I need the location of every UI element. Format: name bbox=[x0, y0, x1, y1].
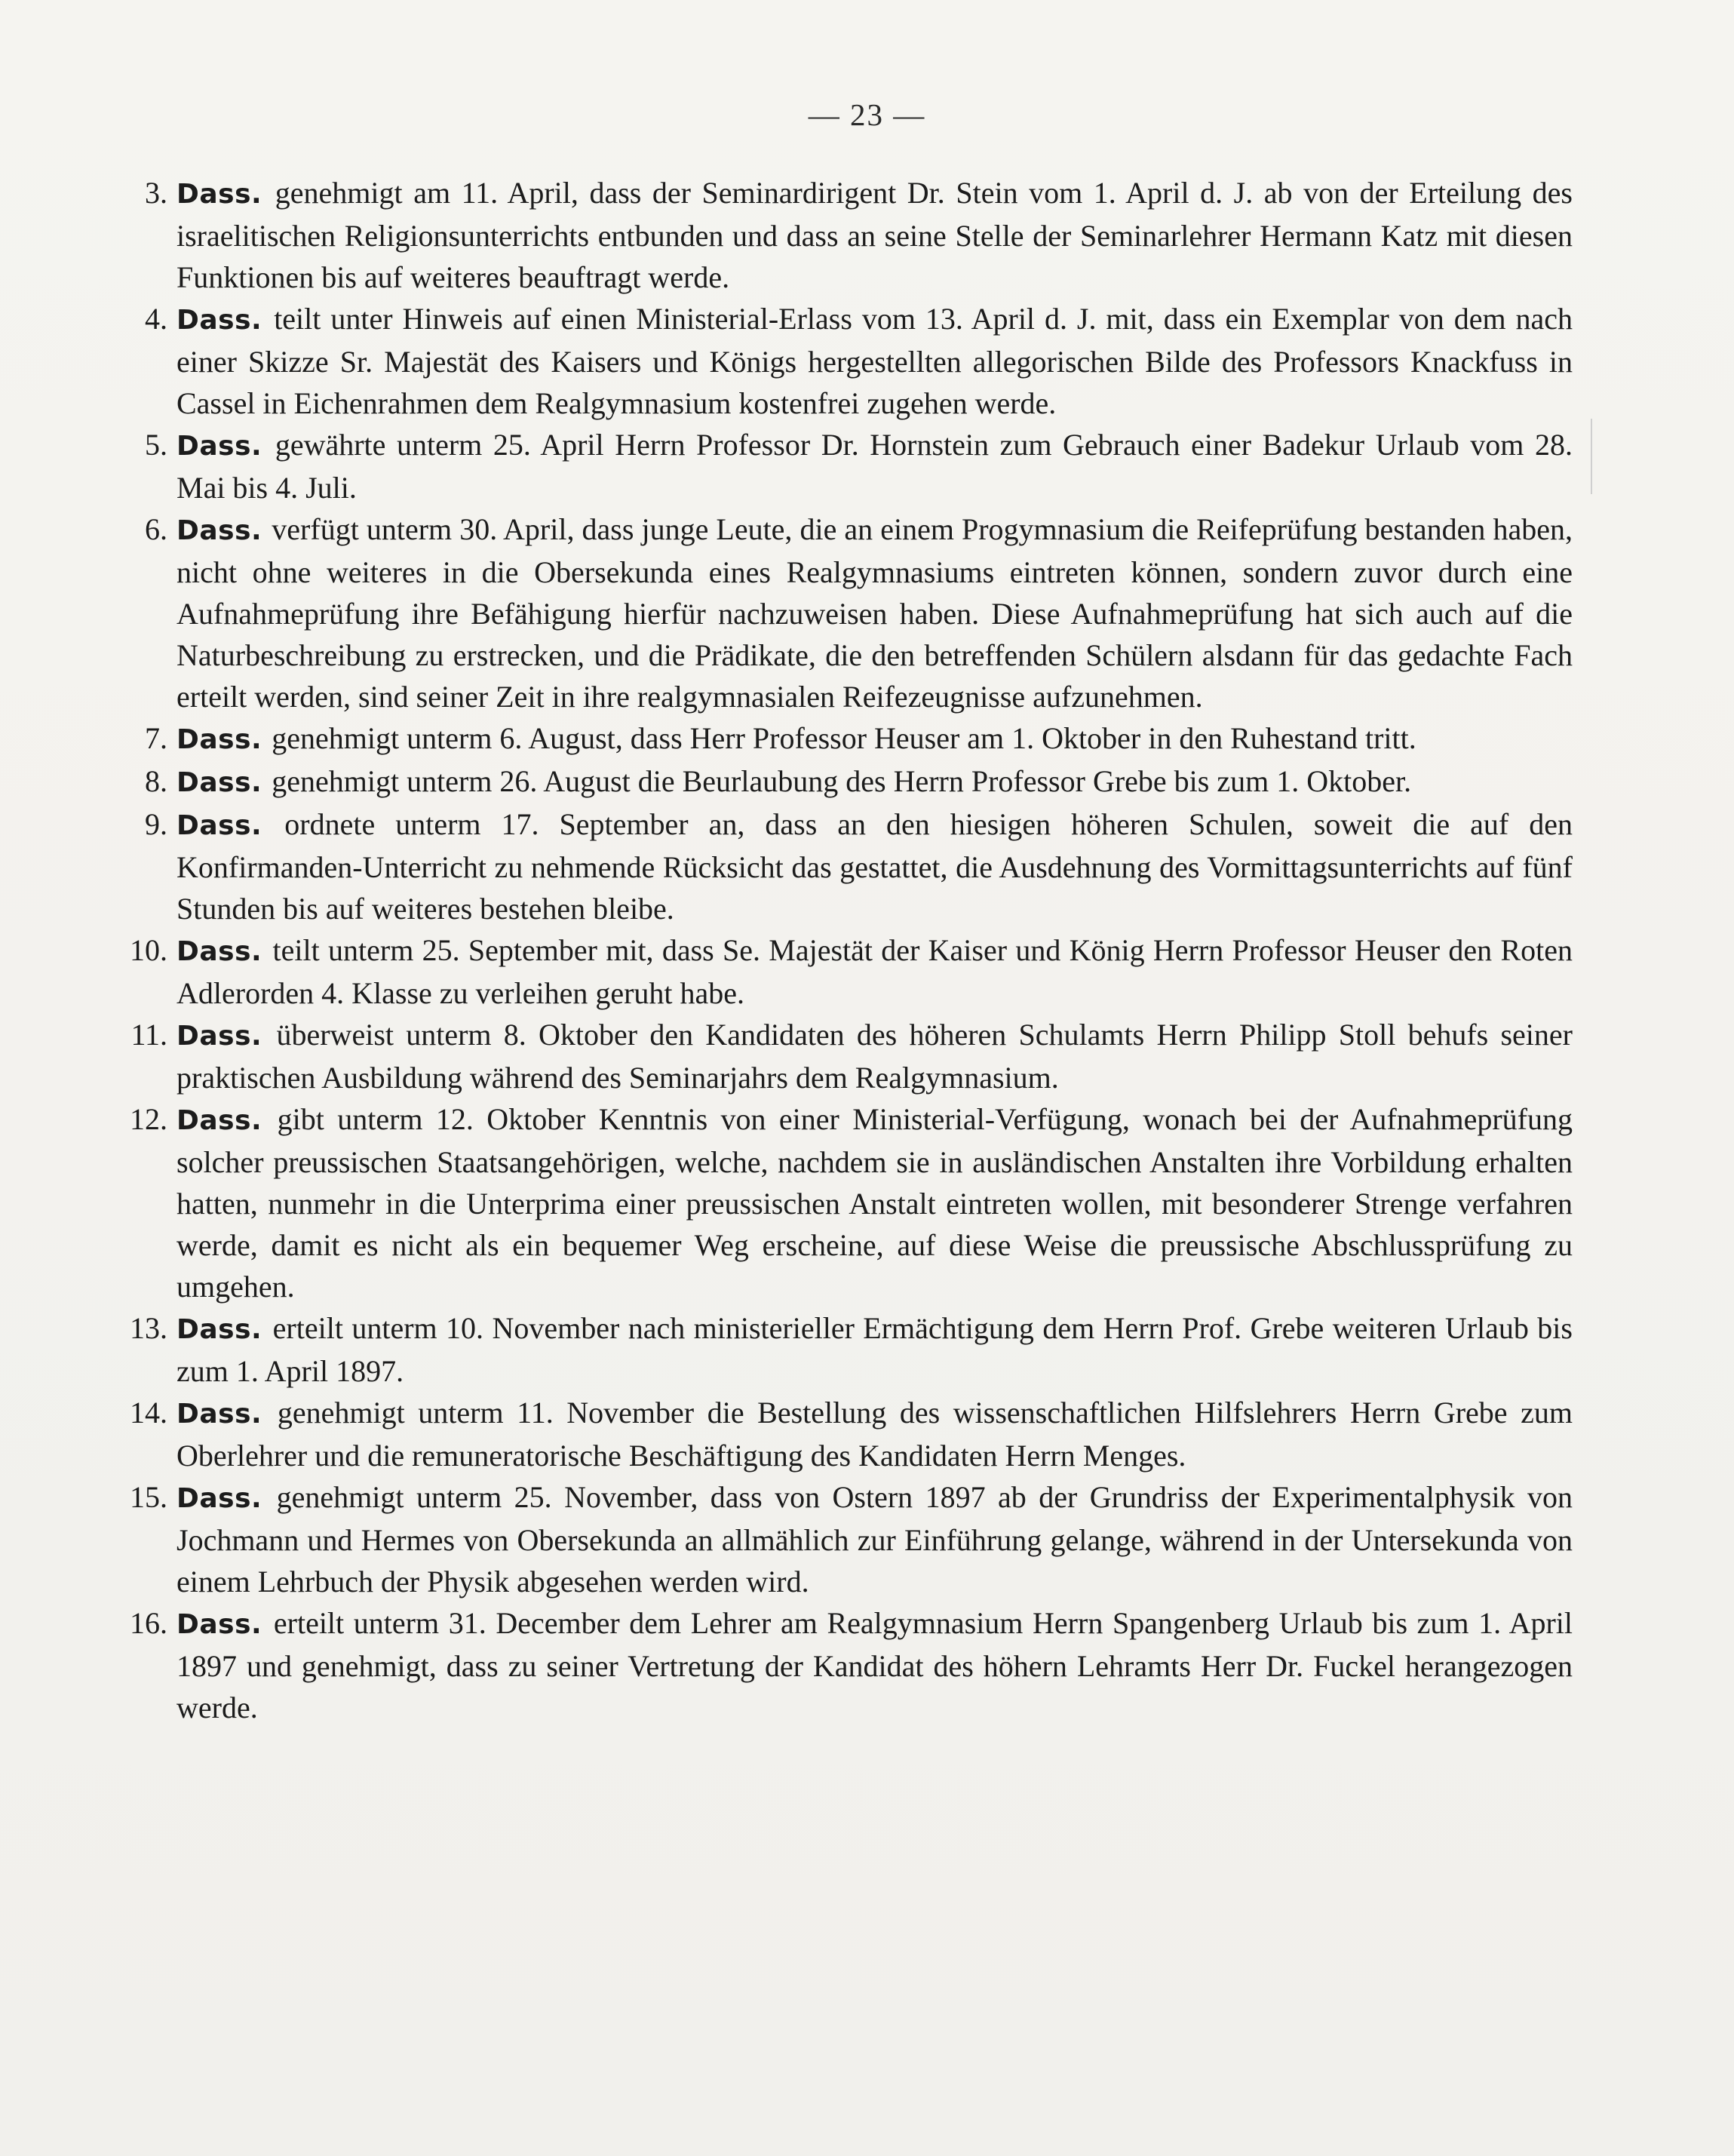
entry-number: 6. bbox=[145, 512, 167, 546]
entry-12 bbox=[113, 1098, 1573, 1307]
entry-3 bbox=[113, 172, 1573, 298]
entry-number: 9. bbox=[145, 807, 167, 841]
entry-lead: Dass. bbox=[176, 810, 285, 841]
entry-text: genehmigt unterm 6. August, dass Herr Professor Heuser am 1. Oktober in den Ruhestand tritt. bbox=[272, 721, 1416, 755]
entry-lead: Dass. bbox=[176, 179, 275, 210]
entry-8 bbox=[113, 760, 1573, 803]
entry-lead: Dass. bbox=[176, 1021, 277, 1052]
entry-number: 8. bbox=[145, 764, 167, 798]
entry-lead: Dass. bbox=[176, 724, 272, 755]
entry-number: 11. bbox=[130, 1018, 167, 1052]
entry-lead: Dass. bbox=[176, 1105, 278, 1136]
entry-text: teilt unter Hinweis auf einen Ministerial-Erlass vom 13. April d. J. mit, dass ein Exemplar von dem nach einer Skizze Sr. Majestät des Kaisers und Königs hergestellten allegorischen Bilde des Professors Knackfuss in Cassel in Eichenrahmen dem Realgymnasium kostenfrei zugehen werde. bbox=[176, 302, 1573, 420]
entry-text: teilt unterm 25. September mit, dass Se. Majestät der Kaiser und König Herrn Professor Heuser den Roten Adlerorden 4. Klasse zu verleihen geruht habe. bbox=[176, 933, 1573, 1010]
entry-4 bbox=[113, 298, 1573, 424]
entry-lead: Dass. bbox=[176, 1399, 278, 1430]
entry-10 bbox=[113, 929, 1573, 1014]
entry-number: 16. bbox=[130, 1606, 167, 1640]
entry-number: 7. bbox=[145, 721, 167, 755]
entry-text: gibt unterm 12. Oktober Kenntnis von einer Ministerial-Verfügung, wonach bei der Aufnahmeprüfung solcher preussischen Staatsangehörigen, welche, nachdem sie in ausländischen Anstalten ihre Vorbildung erhalten hatten, nunmehr in die Unterprima einer preussischen Anstalt eintreten wollen, mit besonderer Strenge verfahren werde, damit es nicht als ein bequemer Weg erscheine, auf diese Weise die preussische Abschlussprüfung zu umgehen. bbox=[176, 1102, 1573, 1304]
entry-number: 14. bbox=[130, 1396, 167, 1430]
entry-16 bbox=[113, 1602, 1573, 1728]
entry-text: genehmigt unterm 11. November die Bestellung des wissenschaftlichen Hilfslehrers Herrn Grebe zum Oberlehrer und die remuneratorische Beschäftigung des Kandidaten Herrn Menges. bbox=[176, 1396, 1573, 1473]
entry-11 bbox=[113, 1014, 1573, 1098]
entry-lead: Dass. bbox=[176, 1314, 273, 1345]
entry-number: 10. bbox=[130, 933, 167, 967]
entry-lead: Dass. bbox=[176, 431, 275, 462]
entry-text: genehmigt am 11. April, dass der Seminardirigent Dr. Stein vom 1. April d. J. ab von der Erteilung des israelitischen Religionsunterrichts entbunden und dass an seine Stelle der Seminarlehrer Hermann Katz mit diesen Funktionen bis auf weiteres beauftragt werde. bbox=[176, 176, 1573, 294]
entry-text: genehmigt unterm 26. August die Beurlaubung des Herrn Professor Grebe bis zum 1. Oktober. bbox=[272, 764, 1412, 798]
entry-14 bbox=[113, 1392, 1573, 1476]
entry-number: 13. bbox=[130, 1311, 167, 1345]
entry-text: erteilt unterm 31. December dem Lehrer am Realgymnasium Herrn Spangenberg Urlaub bis zum 1. April 1897 und genehmigt, dass zu seiner Vertretung der Kandidat des höhern Lehramts Herr Dr. Fuckel herangezogen werde. bbox=[176, 1606, 1573, 1724]
entry-text: ordnete unterm 17. September an, dass an den hiesigen höheren Schulen, soweit die auf den Konfirmanden-Unterricht zu nehmende Rücksicht das gestattet, die Ausdehnung des Vormittagsunterrichts auf fünf Stunden bis auf weiteres bestehen bleibe. bbox=[176, 807, 1573, 926]
entry-9 bbox=[113, 803, 1573, 929]
entry-lead: Dass. bbox=[176, 305, 275, 336]
page-number: — 23 — bbox=[808, 97, 926, 132]
entry-lead: Dass. bbox=[176, 936, 273, 967]
entry-lead: Dass. bbox=[176, 515, 272, 546]
entry-number: 15. bbox=[130, 1480, 167, 1514]
entry-13 bbox=[113, 1307, 1573, 1392]
scan-artifact-line bbox=[1591, 419, 1592, 494]
entry-number: 5. bbox=[145, 428, 167, 462]
entry-5 bbox=[113, 424, 1573, 508]
entry-text: verfügt unterm 30. April, dass junge Leute, die an einem Progymnasium die Reifeprüfung bestanden haben, nicht ohne weiteres in die Obersekunda eines Realgymnasiums eintreten können, sondern zuvor durch eine Aufnahmeprüfung ihre Befähigung hierfür nachzuweisen haben. Diese Aufnahmeprüfung hat sich auch auf die Naturbeschreibung zu erstrecken, und die Prädikate, die den betreffenden Schülern alsdann für das gedachte Fach erteilt werden, sind seiner Zeit in ihre realgymnasialen Reifezeugnisse aufzunehmen. bbox=[176, 512, 1573, 714]
entry-15 bbox=[113, 1476, 1573, 1602]
entry-text: erteilt unterm 10. November nach ministerieller Ermächtigung dem Herrn Prof. Grebe weiteren Urlaub bis zum 1. April 1897. bbox=[176, 1311, 1573, 1388]
entry-text: genehmigt unterm 25. November, dass von Ostern 1897 ab der Grundriss der Experimentalphysik von Jochmann und Hermes von Obersekunda an allmählich zur Einführung gelange, während in der Untersekunda von einem Lehrbuch der Physik abgesehen werden wird. bbox=[176, 1480, 1573, 1599]
entry-lead: Dass. bbox=[176, 1609, 274, 1640]
entry-text: überweist unterm 8. Oktober den Kandidaten des höheren Schulamts Herrn Philipp Stoll behufs seiner praktischen Ausbildung während des Seminarjahrs dem Realgymnasium. bbox=[176, 1018, 1573, 1095]
entry-text: gewährte unterm 25. April Herrn Professor Dr. Hornstein zum Gebrauch einer Badekur Urlaub vom 28. Mai bis 4. Juli. bbox=[176, 428, 1573, 505]
entry-lead: Dass. bbox=[176, 1483, 277, 1514]
entry-7 bbox=[113, 717, 1573, 760]
entry-lead: Dass. bbox=[176, 767, 272, 798]
entry-number: 12. bbox=[130, 1102, 167, 1136]
entry-list bbox=[113, 172, 1573, 1728]
entry-number: 3. bbox=[145, 176, 167, 210]
entry-number: 4. bbox=[145, 302, 167, 336]
entry-6 bbox=[113, 508, 1573, 717]
